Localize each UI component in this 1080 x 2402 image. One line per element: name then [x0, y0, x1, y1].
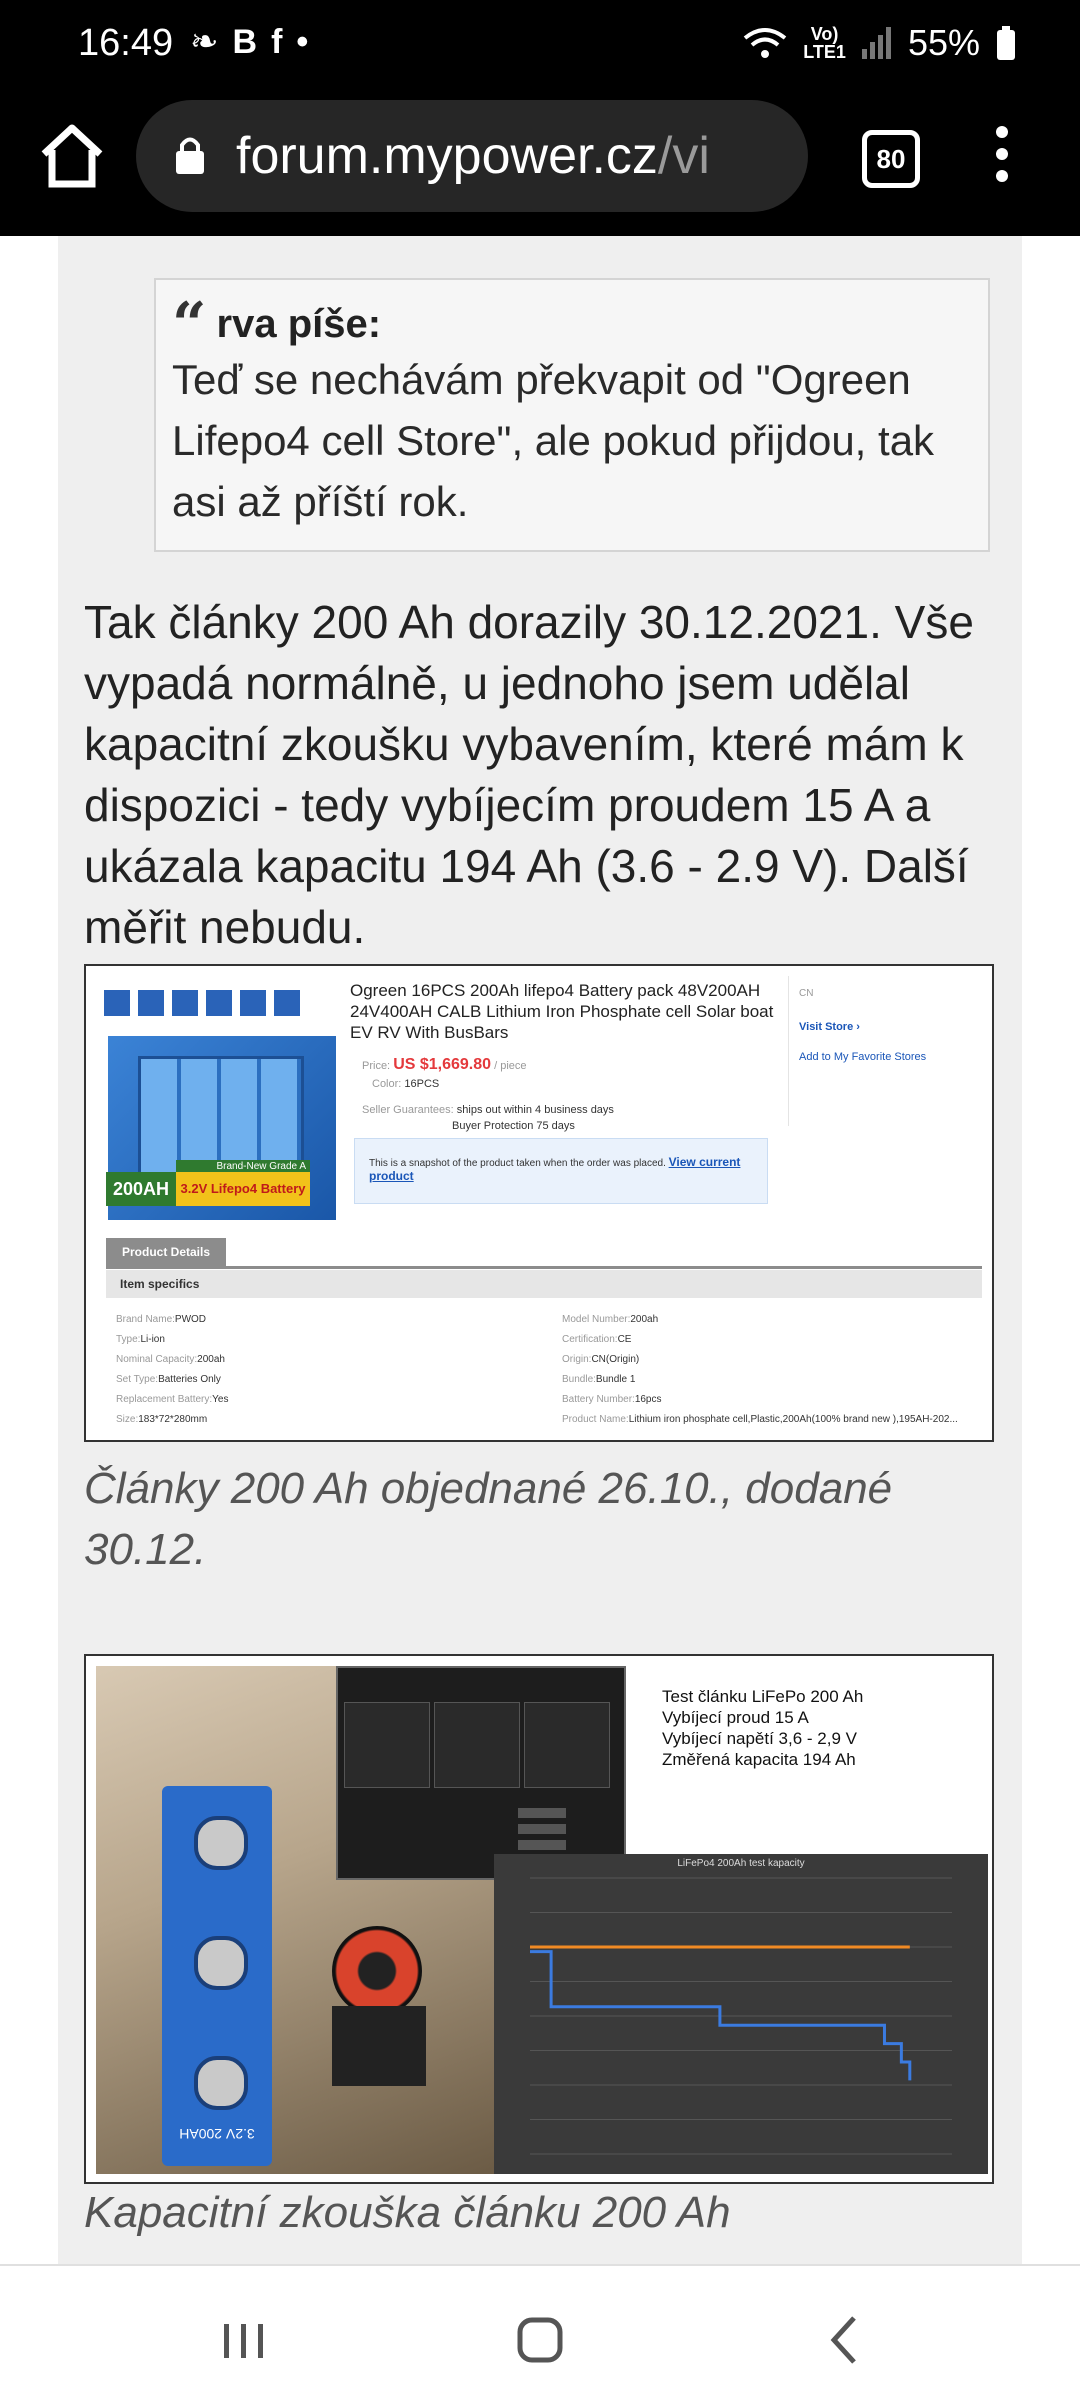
status-right [743, 22, 1016, 64]
android-nav-bar [0, 2264, 1080, 2402]
image-caption: Články 200 Ah objednané 26.10., dodané 30.12. [84, 1464, 893, 1574]
snapshot-notice [354, 1138, 768, 1204]
network-label-bottom: LTE1 [803, 42, 846, 62]
price-unit: / piece [494, 1060, 527, 1072]
spec-right: Battery Number:16pcs [562, 1394, 662, 1405]
product-price [362, 1056, 527, 1074]
status-time: 16:49 [78, 22, 174, 64]
spec-left: Type:Li-ion [116, 1334, 165, 1345]
capacity-test-image[interactable] [84, 1654, 994, 2184]
battery-icon [996, 26, 1016, 60]
spec-right: Product Name:Lithium iron phosphate cell,Plastic,200Ah(100% brand new ),195AH-202... [562, 1414, 958, 1425]
tab-divider [106, 1266, 982, 1269]
note-line: Změřená kapacita 194 Ah [662, 1750, 856, 1769]
load-fan [332, 1926, 422, 2016]
add-favorite-link[interactable]: Add to My Favorite Stores [799, 1051, 927, 1063]
quote-block [154, 278, 990, 552]
chart-title: LiFePo4 200Ah test kapacity [677, 1858, 805, 1869]
recent-apps-icon[interactable] [204, 2300, 284, 2380]
battery-level: 55% [907, 22, 980, 63]
product-details-tab[interactable]: Product Details [106, 1238, 226, 1266]
price-value: US $1,669.80 [393, 1056, 492, 1073]
product-title: Ogreen 16PCS 200Ah lifepo4 Battery pack 48V200AH 24V400AH CALB Lithium Iron Phosphate cell Solar boat EV RV With BusBars [350, 981, 774, 1042]
quote-text: Teď se nechávám překvapit od "Ogreen Lifepo4 cell Store", ale pokud přijdou, tak asi až příští rok. [172, 356, 935, 525]
feather-icon: ❧ [190, 23, 233, 61]
home-icon[interactable] [34, 118, 110, 194]
browser-top-bar [0, 0, 1080, 236]
note-line: Vybíjecí proud 15 A [662, 1708, 809, 1727]
address-bar[interactable] [136, 100, 808, 212]
visit-store-link[interactable]: Visit Store › [799, 1021, 860, 1033]
network-label-top: Vo) [810, 24, 839, 44]
spec-left: Brand Name:PWOD [116, 1314, 207, 1325]
guarantee-shipping: ships out within 4 business days [456, 1104, 614, 1116]
store-country: CN [799, 988, 814, 999]
dot-icon: • [296, 23, 323, 61]
view-current-product-link[interactable]: View current product [369, 1155, 741, 1183]
quote-author: rva píše: [216, 302, 382, 346]
load-board [332, 2006, 426, 2086]
forum-post [58, 236, 1022, 2264]
url-path: /vi [657, 127, 710, 185]
chart-svg [494, 1854, 988, 2174]
back-icon[interactable] [806, 2300, 886, 2380]
quote-icon: “ [172, 289, 207, 360]
spec-left: Set Type:Batteries Only [116, 1374, 221, 1385]
cell-label: 3.2V 200AH [179, 2126, 255, 2142]
b-icon: B [232, 23, 272, 61]
product-thumbnails [104, 984, 330, 1024]
spec-right: Bundle:Bundle 1 [562, 1374, 636, 1385]
url-domain: forum.mypower.cz [236, 127, 658, 185]
signal-icon [862, 27, 892, 59]
page-content [0, 236, 1080, 2264]
product-color [372, 1078, 439, 1090]
wifi-icon [743, 26, 787, 60]
item-specifics-header: Item specifics [106, 1270, 982, 1298]
status-bar [0, 0, 1080, 92]
note-line: Test článku LiFePo 200 Ah [662, 1687, 864, 1706]
spec-left: Replacement Battery:Yes [116, 1394, 229, 1405]
spec-left: Nominal Capacity:200ah [116, 1354, 225, 1365]
badge-type: 3.2V Lifepo4 Battery [176, 1172, 310, 1206]
capacity-chart [494, 1854, 988, 2174]
badge-capacity: 200AH [106, 1172, 176, 1206]
lock-icon [176, 134, 204, 174]
color-value: 16PCS [404, 1078, 440, 1090]
snapshot-text: This is a snapshot of the product taken when the order was placed. [369, 1158, 666, 1169]
seller-guarantee [362, 1104, 614, 1116]
spec-right: Model Number:200ah [562, 1314, 659, 1325]
home-button-icon[interactable] [500, 2300, 580, 2380]
network-label [803, 25, 846, 61]
guarantee-protection: Buyer Protection 75 days [452, 1120, 575, 1132]
battery-cell [162, 1786, 272, 2166]
quote-header [172, 289, 972, 360]
facebook-icon: f [271, 23, 297, 61]
tester-software-screenshot [336, 1666, 626, 1880]
post-text: Tak články 200 Ah dorazily 30.12.2021. Vše vypadá normálně, u jednoho jsem udělal kapacitní zkoušku vybavením, které mám k dispozici - tedy vybíjecím proudem 15 A a ukázala kapacitu 194 Ah (3.6 - 2.9 V). Další měřit nebudu. [84, 596, 974, 953]
test-notes [662, 1686, 982, 1770]
store-sidebar [788, 976, 994, 1126]
notification-icons [190, 22, 322, 62]
guarantee-label: Seller Guarantees: [362, 1104, 454, 1116]
spec-right: Origin:CN(Origin) [562, 1354, 640, 1365]
url-bar [0, 96, 1080, 214]
note-line: Vybíjecí napětí 3,6 - 2,9 V [662, 1729, 857, 1748]
color-label: Color: [372, 1078, 402, 1090]
buyer-protection [452, 1120, 575, 1132]
spec-right: Certification:CE [562, 1334, 632, 1345]
image-caption: Kapacitní zkouška článku 200 Ah [84, 2188, 731, 2237]
url-text [236, 126, 796, 186]
product-image[interactable] [84, 964, 994, 1442]
badge-grade: Brand-New Grade A [176, 1160, 310, 1174]
tab-switcher-button[interactable]: 80 [862, 130, 920, 188]
spec-left: Size:183*72*280mm [116, 1414, 208, 1425]
more-menu-icon[interactable] [992, 120, 1012, 196]
price-label: Price: [362, 1060, 391, 1072]
